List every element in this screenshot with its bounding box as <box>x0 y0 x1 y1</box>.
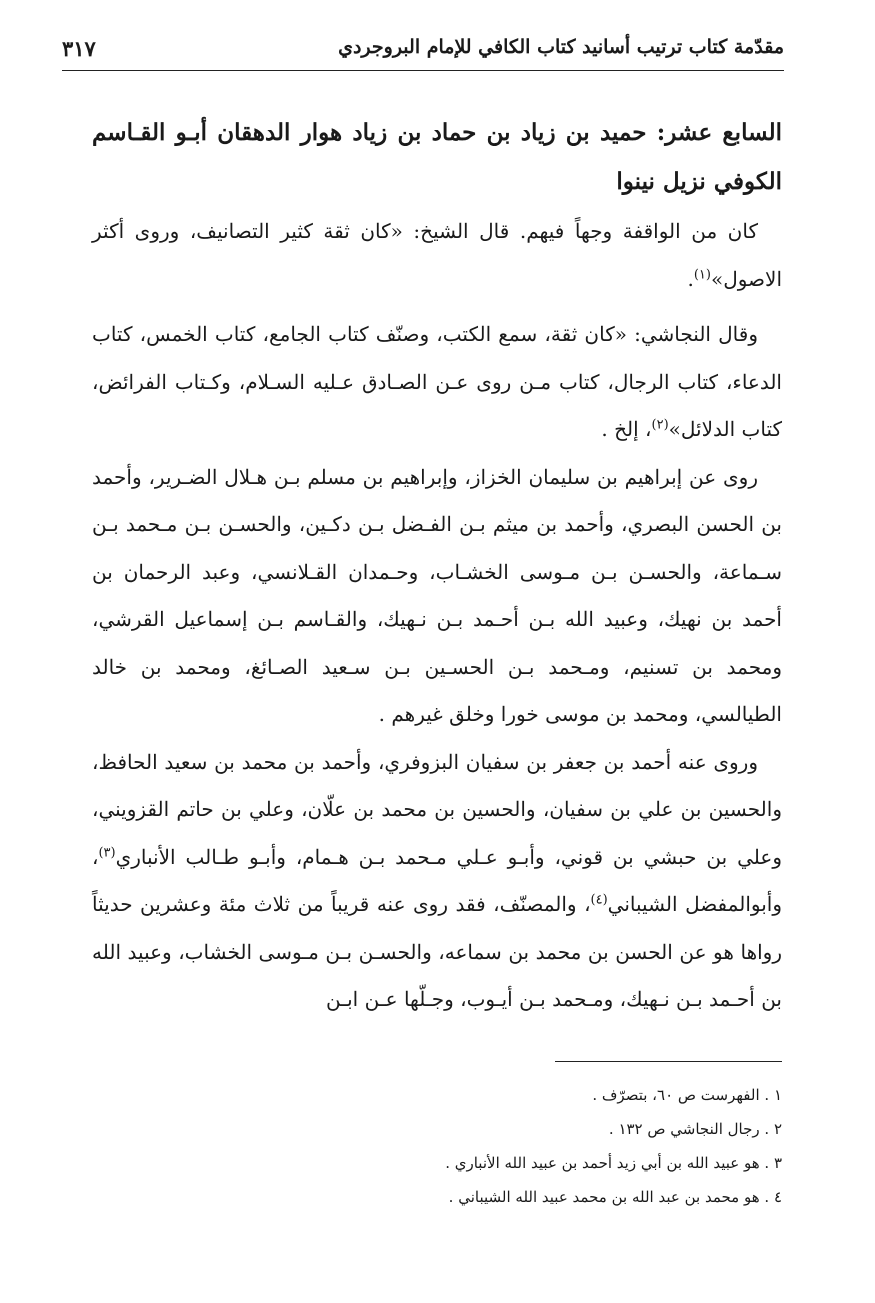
paragraph <box>92 311 782 454</box>
paragraph-tail: ، إلخ . <box>601 417 652 441</box>
footnote-separator <box>555 1061 782 1062</box>
main-text <box>92 108 782 1024</box>
paragraph-text: روى عن إبراهيم بن سليمان الخزاز، وإبراهيم بن مسلم بـن هـلال الضـرير، وأحمد بن الحسن البصري، وأحمد بن ميثم بـن الفـضل بـن دكـين، والحسـن بـن مـحمد بـن سـماعة، والحسـن بـن مـوسى الخشـاب، وحـمدان القـلانسي، وعبد الرحمان بن أحمد بن نهيك، وعبيد الله بـن أحـمد بـن نـهيك، والقـاسم بـن إسماعيل القرشي، ومحمد بن تسنيم، ومـحمد بـن الحسـين بـن سـعيد الصـائغ، ومحمد بن خالد الطيالسي، ومحمد بن موسى خورا وخلق غيرهم . <box>92 464 782 726</box>
footnotes <box>300 1078 782 1214</box>
footnote: ٤ . هو محمد بن عبد الله بن محمد عبيد الله الشيباني . <box>448 1188 782 1206</box>
running-header <box>62 30 784 72</box>
paragraph-text: وروى عنه أحمد بن جعفر بن سفيان البزوفري، وأحمد بن محمد بن سعيد الحافظ، والحسين بن علي بن سفيان، والحسين بن محمد بن علّان، وعلي بن حاتم القزويني، وعلي بن حبشي بن قوني، وأبـو عـلي مـحمد بـن هـمام، وأبـو طـالب الأنباري <box>92 749 782 869</box>
paragraph-tail: . <box>687 266 694 291</box>
footnote: ١ . الفهرست ص ٦٠، بتصرّف . <box>592 1086 782 1104</box>
paragraph <box>92 208 782 303</box>
footnote: ٢ . رجال النجاشي ص ١٣٢ . <box>608 1120 782 1138</box>
paragraph <box>92 739 782 1024</box>
paragraph-tail: ، والمصنّف، فقد روى عنه قريباً من ثلاث مئة وعشرين حديثاً رواها هو عن الحسن بن محمد بن سماعه، والحسـن بـن مـوسى الخشاب، وعبيد الله بن أحـمد بـن نـهيك، ومـحمد بـن أيـوب، وجـلّها عـن ابـن <box>92 892 782 1011</box>
paragraph-text: وقال النجاشي: «كان ثقة، سمع الكتب، وصنّف كتاب الجامع، كتاب الخمس، كتاب الدعاء، كتاب الرجال، كتاب مـن روى عـن الصـادق عـليه السـلام، وكـتاب الفرائض، كتاب الدلائل» <box>92 322 782 441</box>
paragraph <box>92 454 782 739</box>
footnote-ref[interactable]: (١) <box>693 266 711 282</box>
footnote-ref[interactable]: (٢) <box>651 417 669 433</box>
footnote-ref[interactable]: (٣) <box>98 844 116 860</box>
page-number: ٣١٧ <box>62 36 96 61</box>
section-heading: السابع عشر: حميد بن زياد بن حماد بن زياد هوار الدهقان أبـو القـاسم الكوفي نزيل نينوا <box>92 119 782 195</box>
header-rule <box>62 70 784 71</box>
footnote-ref[interactable]: (٤) <box>590 892 608 908</box>
paragraph-text: ، وأبوالمفضل الشيباني <box>92 844 782 916</box>
running-title: مقدّمة كتاب ترتيب أسانيد كتاب الكافي للإمام البروجردي <box>338 36 784 58</box>
paragraph-text: كان من الواقفة وجهاً فيهم. قال الشيخ: «كان ثقة كثير التصانيف، وروى أكثر الاصول» <box>92 219 782 291</box>
footnote: ٣ . هو عبيد الله بن أبي زيد أحمد بن عبيد الله الأنباري . <box>445 1154 782 1172</box>
